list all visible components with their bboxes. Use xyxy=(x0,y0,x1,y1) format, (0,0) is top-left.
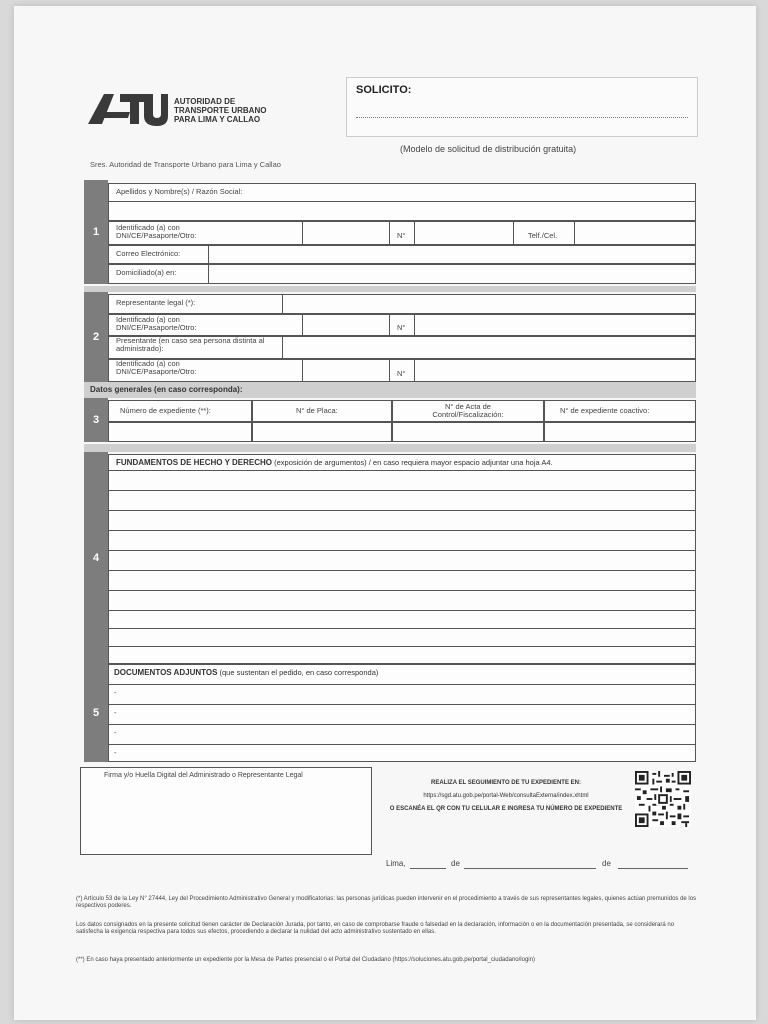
domicilio-field[interactable] xyxy=(208,264,696,284)
tracking-title: REALIZA EL SEGUIMIENTO DE TU EXPEDIENTE EN: xyxy=(431,780,581,786)
writing-line xyxy=(108,724,696,725)
qr-code-icon[interactable] xyxy=(634,771,692,827)
coactivo-label: N° de expediente coactivo: xyxy=(560,406,650,415)
numero-label: N° xyxy=(397,369,406,378)
signature-box[interactable] xyxy=(80,767,372,855)
tracking-qr-text: O ESCANÉA EL QR CON TU CELULAR E INGRESA TU NÚMERO DE EXPEDIENTE xyxy=(389,806,623,812)
section-3-number: 3 xyxy=(84,398,108,442)
day-field[interactable] xyxy=(410,868,446,869)
writing-line xyxy=(108,646,696,647)
bullet: - xyxy=(114,728,117,737)
correo-field[interactable] xyxy=(208,245,696,264)
pres-doc-number-field[interactable] xyxy=(414,359,696,382)
tracking-url[interactable]: https://sgd.atu.gob.pe/portal-Web/consultaExterna/index.xhtml xyxy=(423,793,589,799)
addressee-text: Sres. Autoridad de Transporte Urbano para Lima y Callao xyxy=(90,160,281,169)
expediente-label: Número de expediente (**): xyxy=(120,406,211,415)
writing-line xyxy=(108,704,696,705)
lima-label: Lima, xyxy=(386,859,406,868)
documentos-box[interactable] xyxy=(108,664,696,762)
fundamentos-title xyxy=(116,458,553,467)
de-label: de xyxy=(602,859,611,868)
pres-doc-type-field[interactable] xyxy=(302,359,390,382)
telf-field[interactable] xyxy=(574,221,696,245)
solicito-line xyxy=(356,116,688,118)
section-4-number: 4 xyxy=(84,452,108,664)
writing-line xyxy=(108,470,696,471)
representante-label: Representante legal (*): xyxy=(116,298,196,307)
atu-logo-icon xyxy=(84,90,168,126)
rep-doc-number-field[interactable] xyxy=(414,314,696,336)
solicito-label: SOLICITO: xyxy=(356,84,412,96)
separator-band xyxy=(84,286,696,292)
writing-line xyxy=(108,490,696,491)
datos-generales-title: Datos generales (en caso corresponda): xyxy=(90,385,243,394)
rep-doc-type-field[interactable] xyxy=(302,314,390,336)
section-5-number: 5 xyxy=(84,664,108,762)
apellidos-label: Apellidos y Nombre(s) / Razón Social: xyxy=(116,187,243,196)
acta-field[interactable] xyxy=(392,422,544,442)
logo-text: AUTORIDAD DE TRANSPORTE URBANO PARA LIMA Y CALLAO xyxy=(174,97,267,124)
bullet: - xyxy=(114,748,117,757)
writing-line xyxy=(108,744,696,745)
footnote-1: (*) Artículo 53 de la Ley N° 27444, Ley del Procedimiento Administrativo General y modificatorias: las personas jurídicas pueden intervenir en el procedimiento a través de sus representantes legales, quienes actúan premunidos de los respectivos poderes. xyxy=(76,896,697,909)
divider xyxy=(108,201,696,202)
bullet: - xyxy=(114,708,117,717)
numero-label: N° xyxy=(397,231,406,240)
writing-line xyxy=(108,510,696,511)
section-2-number: 2 xyxy=(84,292,108,382)
placa-field[interactable] xyxy=(252,422,392,442)
writing-line xyxy=(108,550,696,551)
modelo-text: (Modelo de solicitud de distribución gratuita) xyxy=(400,144,577,154)
identificado-label: Identificado (a) con DNI/CE/Pasaporte/Otro: xyxy=(116,223,197,240)
section-1-number: 1 xyxy=(84,180,108,284)
domicilio-label: Domiciliado(a) en: xyxy=(116,268,177,277)
acta-label: N° de Acta de Control/Fiscalización: xyxy=(432,402,504,419)
numero-label: N° xyxy=(397,323,406,332)
signature-label: Firma y/o Huella Digital del Administrado o Representante Legal xyxy=(104,772,303,779)
bullet: - xyxy=(114,688,117,697)
fundamentos-title-bold: FUNDAMENTOS DE HECHO Y DERECHO xyxy=(116,458,273,467)
separator-band xyxy=(84,444,696,452)
writing-line xyxy=(108,628,696,629)
fundamentos-box[interactable] xyxy=(108,454,696,664)
correo-label: Correo Electrónico: xyxy=(116,249,181,258)
writing-line xyxy=(108,590,696,591)
placa-label: N° de Placa: xyxy=(296,406,338,415)
de-label: de xyxy=(451,859,460,868)
documentos-title-bold: DOCUMENTOS ADJUNTOS xyxy=(114,668,218,677)
doc-number-field[interactable] xyxy=(414,221,514,245)
presentante-label: Presentante (en caso sea persona distinta al administrado): xyxy=(116,336,265,353)
fundamentos-title-rest: (exposición de argumentos) / en caso requiera mayor espacio adjuntar una hoja A4. xyxy=(272,458,553,467)
writing-line xyxy=(108,530,696,531)
doc-type-field[interactable] xyxy=(302,221,390,245)
presentante-field[interactable] xyxy=(282,336,696,359)
documentos-title xyxy=(114,668,378,677)
identificado3-label: Identificado (a) con DNI/CE/Pasaporte/Otro: xyxy=(116,359,197,376)
representante-field[interactable] xyxy=(282,294,696,314)
writing-line xyxy=(108,610,696,611)
writing-line xyxy=(108,570,696,571)
expediente-field[interactable] xyxy=(108,422,252,442)
writing-line xyxy=(108,684,696,685)
footnote-3: (**) En caso haya presentado anteriormente un expediente por la Mesa de Partes presencial o el Portal del Ciudadano (https://soluciones.atu.gob.pe/portal_ciudadano/login) xyxy=(76,957,535,963)
footnote-2: Los datos consignados en la presente solicitud tienen carácter de Declaración Jurada, por tanto, en caso de comprobarse fraude o falsedad en la declaración, información o en la documentación presentada, se considerará no satisfecha la exigencia respectiva para todos sus efectos, procediendo a declarar la nulidad del acto administrativo sustentado en ellas. xyxy=(76,922,675,935)
month-field[interactable] xyxy=(464,868,596,869)
year-field[interactable] xyxy=(618,868,688,869)
identificado2-label: Identificado (a) con DNI/CE/Pasaporte/Otro: xyxy=(116,315,197,332)
coactivo-field[interactable] xyxy=(544,422,696,442)
telf-label: Telf./Cel. xyxy=(528,231,558,240)
documentos-title-rest: (que sustentan el pedido, en caso corresponda) xyxy=(217,668,379,677)
